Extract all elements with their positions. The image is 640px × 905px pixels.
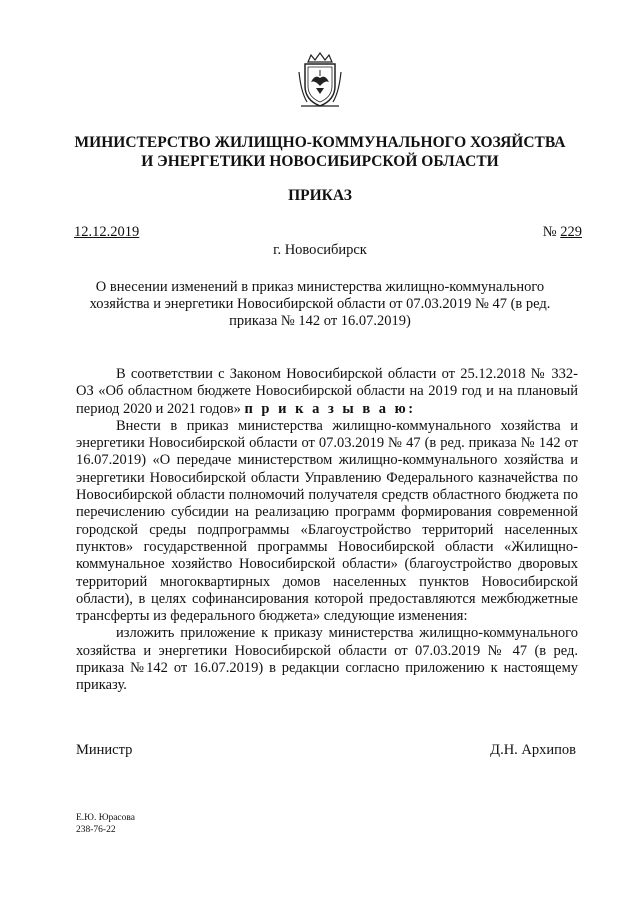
document-type: ПРИКАЗ — [288, 187, 352, 204]
paragraph-2: Внести в приказ министерства жилищно-коммунального хозяйства и энергетики Новосибирской области от 07.03.2019 № 47 (в ред. приказа № 142 от 16.07.2019) «О передаче министерством жилищно-коммунального хозяйства и энергетики Новосибирской области Управлению Федерального казначейства по Новосибирской области полномочий получателя средств областного бюджета по перечислению субсидии на реализацию программ формирования современной городской среды подпрограммы «Благоустройство территорий населенных пунктов» государственной программы Новосибирской области «Жилищно-коммунальное хозяйство Новосибирской области» (благоустройство дворовых территорий многоквартирных домов населенных пунктов Новосибирской области), в целях софинансирования которой предоставляются межбюджетные трансферты из федерального бюджета» следующие изменения: — [76, 417, 578, 625]
ministry-line-2: И ЭНЕРГЕТИКИ НОВОСИБИРСКОЙ ОБЛАСТИ — [141, 153, 499, 170]
document-number — [543, 224, 582, 241]
order-word: п р и к а з ы в а ю: — [244, 400, 416, 417]
number-value: 229 — [560, 224, 582, 240]
document-subject — [86, 279, 554, 330]
document-body — [76, 366, 578, 695]
signatory-title: Министр — [76, 742, 133, 758]
novosibirsk-coat-of-arms-icon — [297, 52, 343, 110]
paragraph-3: изложить приложение к приказу министерства жилищно-коммунального хозяйства и энергетики Новосибирской области от 07.03.2019 № 47 (в ред. приказа №142 от 16.07.2019) в редакции согласно приложению к настоящему приказу. — [76, 625, 578, 694]
subject-line-3: приказа № 142 от 16.07.2019) — [229, 313, 411, 329]
ministry-line-1: МИНИСТЕРСТВО ЖИЛИЩНО-КОММУНАЛЬНОГО ХОЗЯЙСТВА — [74, 134, 566, 151]
paragraph-1 — [76, 366, 578, 418]
executor-name: Е.Ю. Юрасова — [76, 813, 135, 823]
paragraph-1-text: В соответствии с Законом Новосибирской области от 25.12.2018 № 332-ОЗ «Об областном бюджете Новосибирской области на 2019 год и на плановый период 2020 и 2021 годов» — [76, 366, 578, 417]
city: г. Новосибирск — [273, 242, 367, 258]
number-prefix: № — [542, 224, 557, 240]
subject-line-2: хозяйства и энергетики Новосибирской области от 07.03.2019 № 47 (в ред. — [89, 296, 551, 312]
executor-phone: 238-76-22 — [76, 825, 116, 835]
signatory-name: Д.Н. Архипов — [490, 742, 576, 758]
subject-line-1: О внесении изменений в приказ министерства жилищно-коммунального — [95, 279, 545, 295]
executor-info — [76, 812, 135, 836]
ministry-name — [60, 133, 580, 171]
document-date: 12.12.2019 — [74, 224, 140, 240]
